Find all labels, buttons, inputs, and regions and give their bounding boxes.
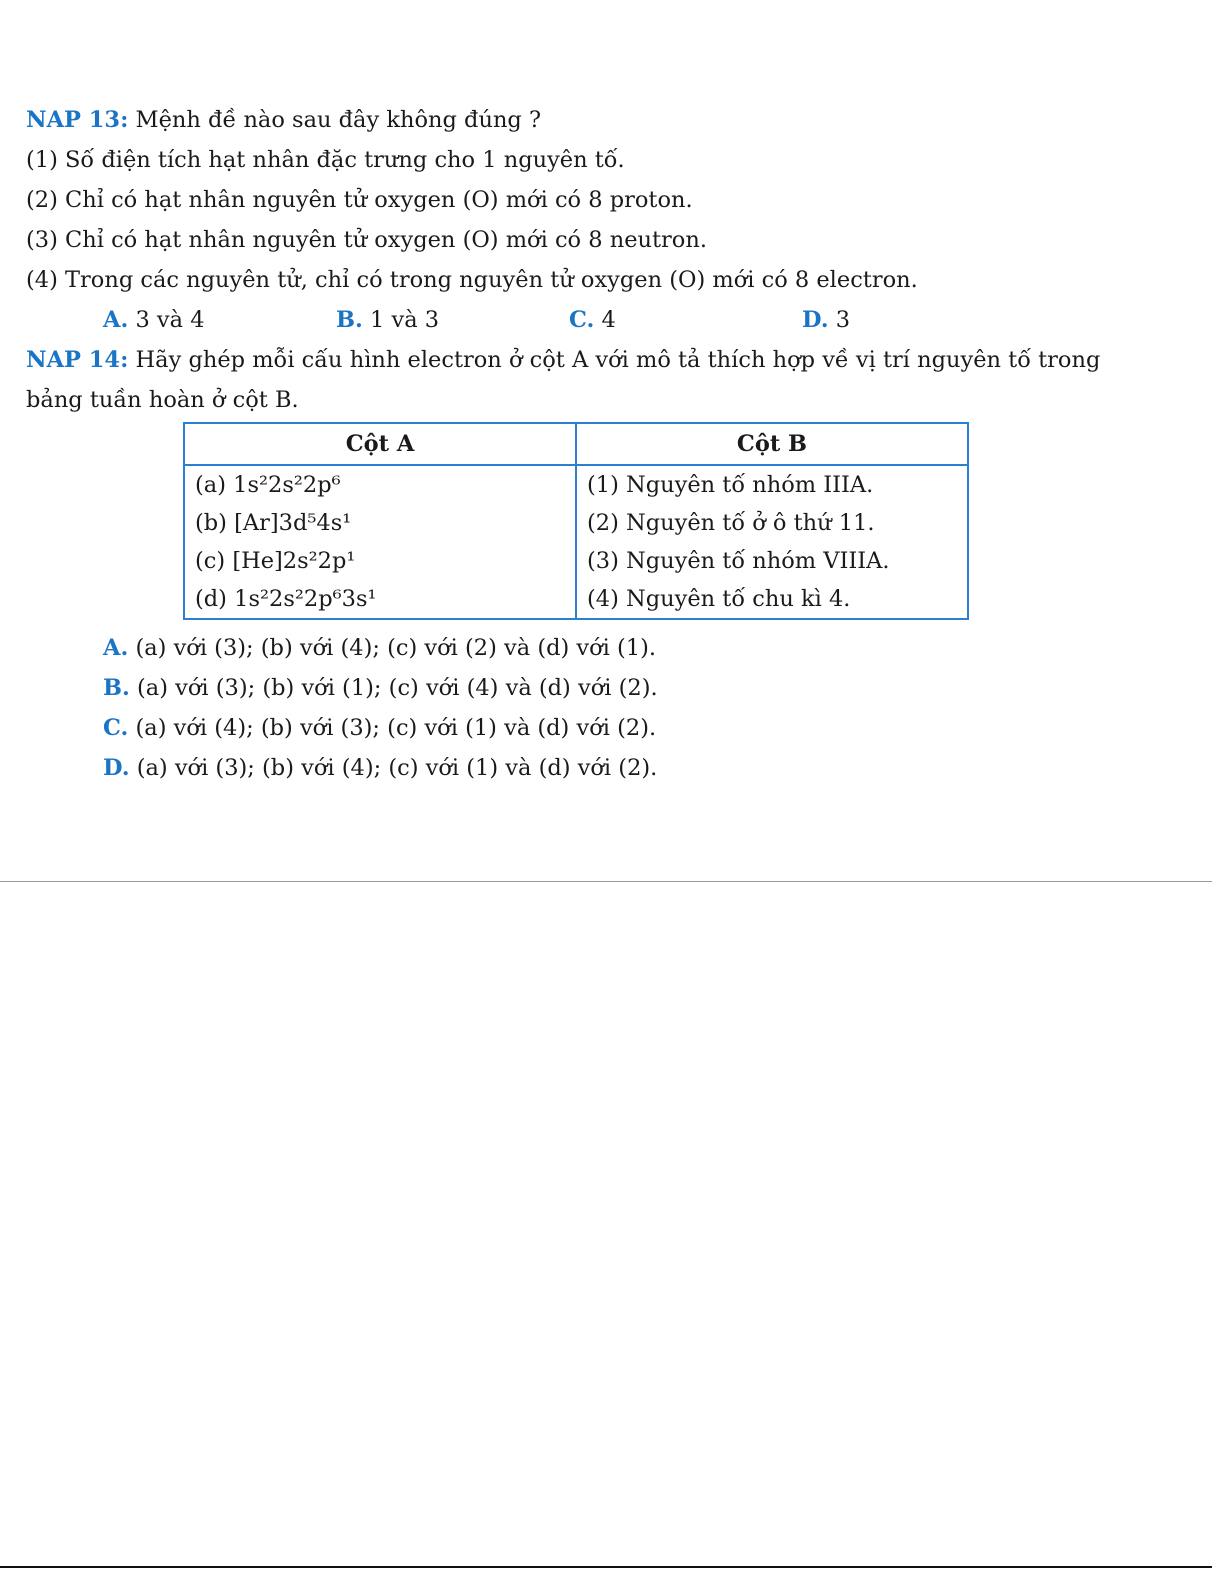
q14-option-d[interactable] [103, 753, 657, 783]
cell-a-prefix: (c) [195, 548, 233, 574]
q13-stem-line [26, 105, 541, 135]
q14-option-b-letter: B. [103, 675, 130, 701]
q14-option-c-letter: C. [103, 715, 129, 741]
q14-option-a[interactable] [103, 633, 656, 663]
q14-option-c-text: (a) với (4); (b) với (3); (c) với (1) và (d) với (2). [128, 715, 657, 741]
q14-option-c[interactable] [103, 713, 656, 743]
cell-a-config: [He]2s²2p¹ [232, 548, 356, 574]
q13-statement-2: (2) Chỉ có hạt nhân nguyên tử oxygen (O) mới có 8 proton. [26, 187, 693, 213]
q14-option-a-text: (a) với (3); (b) với (4); (c) với (2) và (d) với (1). [128, 635, 657, 661]
q13-option-b-text: 1 và 3 [362, 307, 440, 333]
q13-statement-1: (1) Số điện tích hạt nhân đặc trưng cho 1 nguyên tố. [26, 147, 625, 173]
q14-option-d-letter: D. [103, 755, 130, 781]
cell-b: (3) Nguyên tố nhóm VIIIA. [576, 542, 968, 580]
cell-a-prefix: (a) [195, 472, 234, 498]
q13-option-c-letter: C. [569, 307, 595, 333]
table-row [184, 580, 968, 619]
q14-option-d-text: (a) với (3); (b) với (4); (c) với (1) và (d) với (2). [129, 755, 658, 781]
cell-a-prefix: (b) [195, 510, 235, 536]
table-row [184, 504, 968, 542]
q14-option-a-letter: A. [103, 635, 129, 661]
q13-option-d-text: 3 [828, 307, 851, 333]
page-divider [0, 881, 1212, 882]
q14-stem-line [26, 345, 1100, 375]
cell-a-prefix: (d) [195, 586, 235, 612]
q14-option-b-text: (a) với (3); (b) với (1); (c) với (4) và (d) với (2). [129, 675, 658, 701]
q13-label: NAP 13: [26, 107, 129, 133]
q13-statement-4: (4) Trong các nguyên tử, chỉ có trong nguyên tử oxygen (O) mới có 8 electron. [26, 267, 918, 293]
q14-option-b[interactable] [103, 673, 658, 703]
q13-option-d[interactable] [802, 305, 850, 335]
cell-b: (2) Nguyên tố ở ô thứ 11. [576, 504, 968, 542]
cell-a-config: 1s²2s²2p⁶ [233, 472, 341, 498]
q13-option-c-text: 4 [594, 307, 616, 333]
cell-a [184, 465, 576, 504]
q13-statement-3: (3) Chỉ có hạt nhân nguyên tử oxygen (O) mới có 8 neutron. [26, 227, 707, 253]
q13-option-a-text: 3 và 4 [128, 307, 205, 333]
matching-table [183, 422, 969, 620]
q13-option-a[interactable] [103, 305, 205, 335]
q13-option-c[interactable] [569, 305, 616, 335]
table-header-row [184, 423, 968, 465]
q14-label: NAP 14: [26, 347, 129, 373]
cell-a [184, 580, 576, 619]
cell-a-config: [Ar]3d⁵4s¹ [234, 510, 352, 536]
q13-stem: Mệnh đề nào sau đây không đúng ? [128, 107, 542, 133]
q13-option-b[interactable] [336, 305, 439, 335]
table-row [184, 465, 968, 504]
q14-stem-1: Hãy ghép mỗi cấu hình electron ở cột A với mô tả thích hợp về vị trí nguyên tố trong [128, 347, 1101, 373]
q13-option-a-letter: A. [103, 307, 129, 333]
q13-option-b-letter: B. [336, 307, 363, 333]
column-a-header: Cột A [184, 423, 576, 465]
cell-b: (1) Nguyên tố nhóm IIIA. [576, 465, 968, 504]
column-b-header: Cột B [576, 423, 968, 465]
cell-a-config: 1s²2s²2p⁶3s¹ [234, 586, 377, 612]
cell-a [184, 542, 576, 580]
table-row [184, 542, 968, 580]
cell-a [184, 504, 576, 542]
q14-stem-2: bảng tuần hoàn ở cột B. [26, 387, 299, 413]
cell-b: (4) Nguyên tố chu kì 4. [576, 580, 968, 619]
q13-option-d-letter: D. [802, 307, 829, 333]
bottom-border [0, 1566, 1212, 1568]
